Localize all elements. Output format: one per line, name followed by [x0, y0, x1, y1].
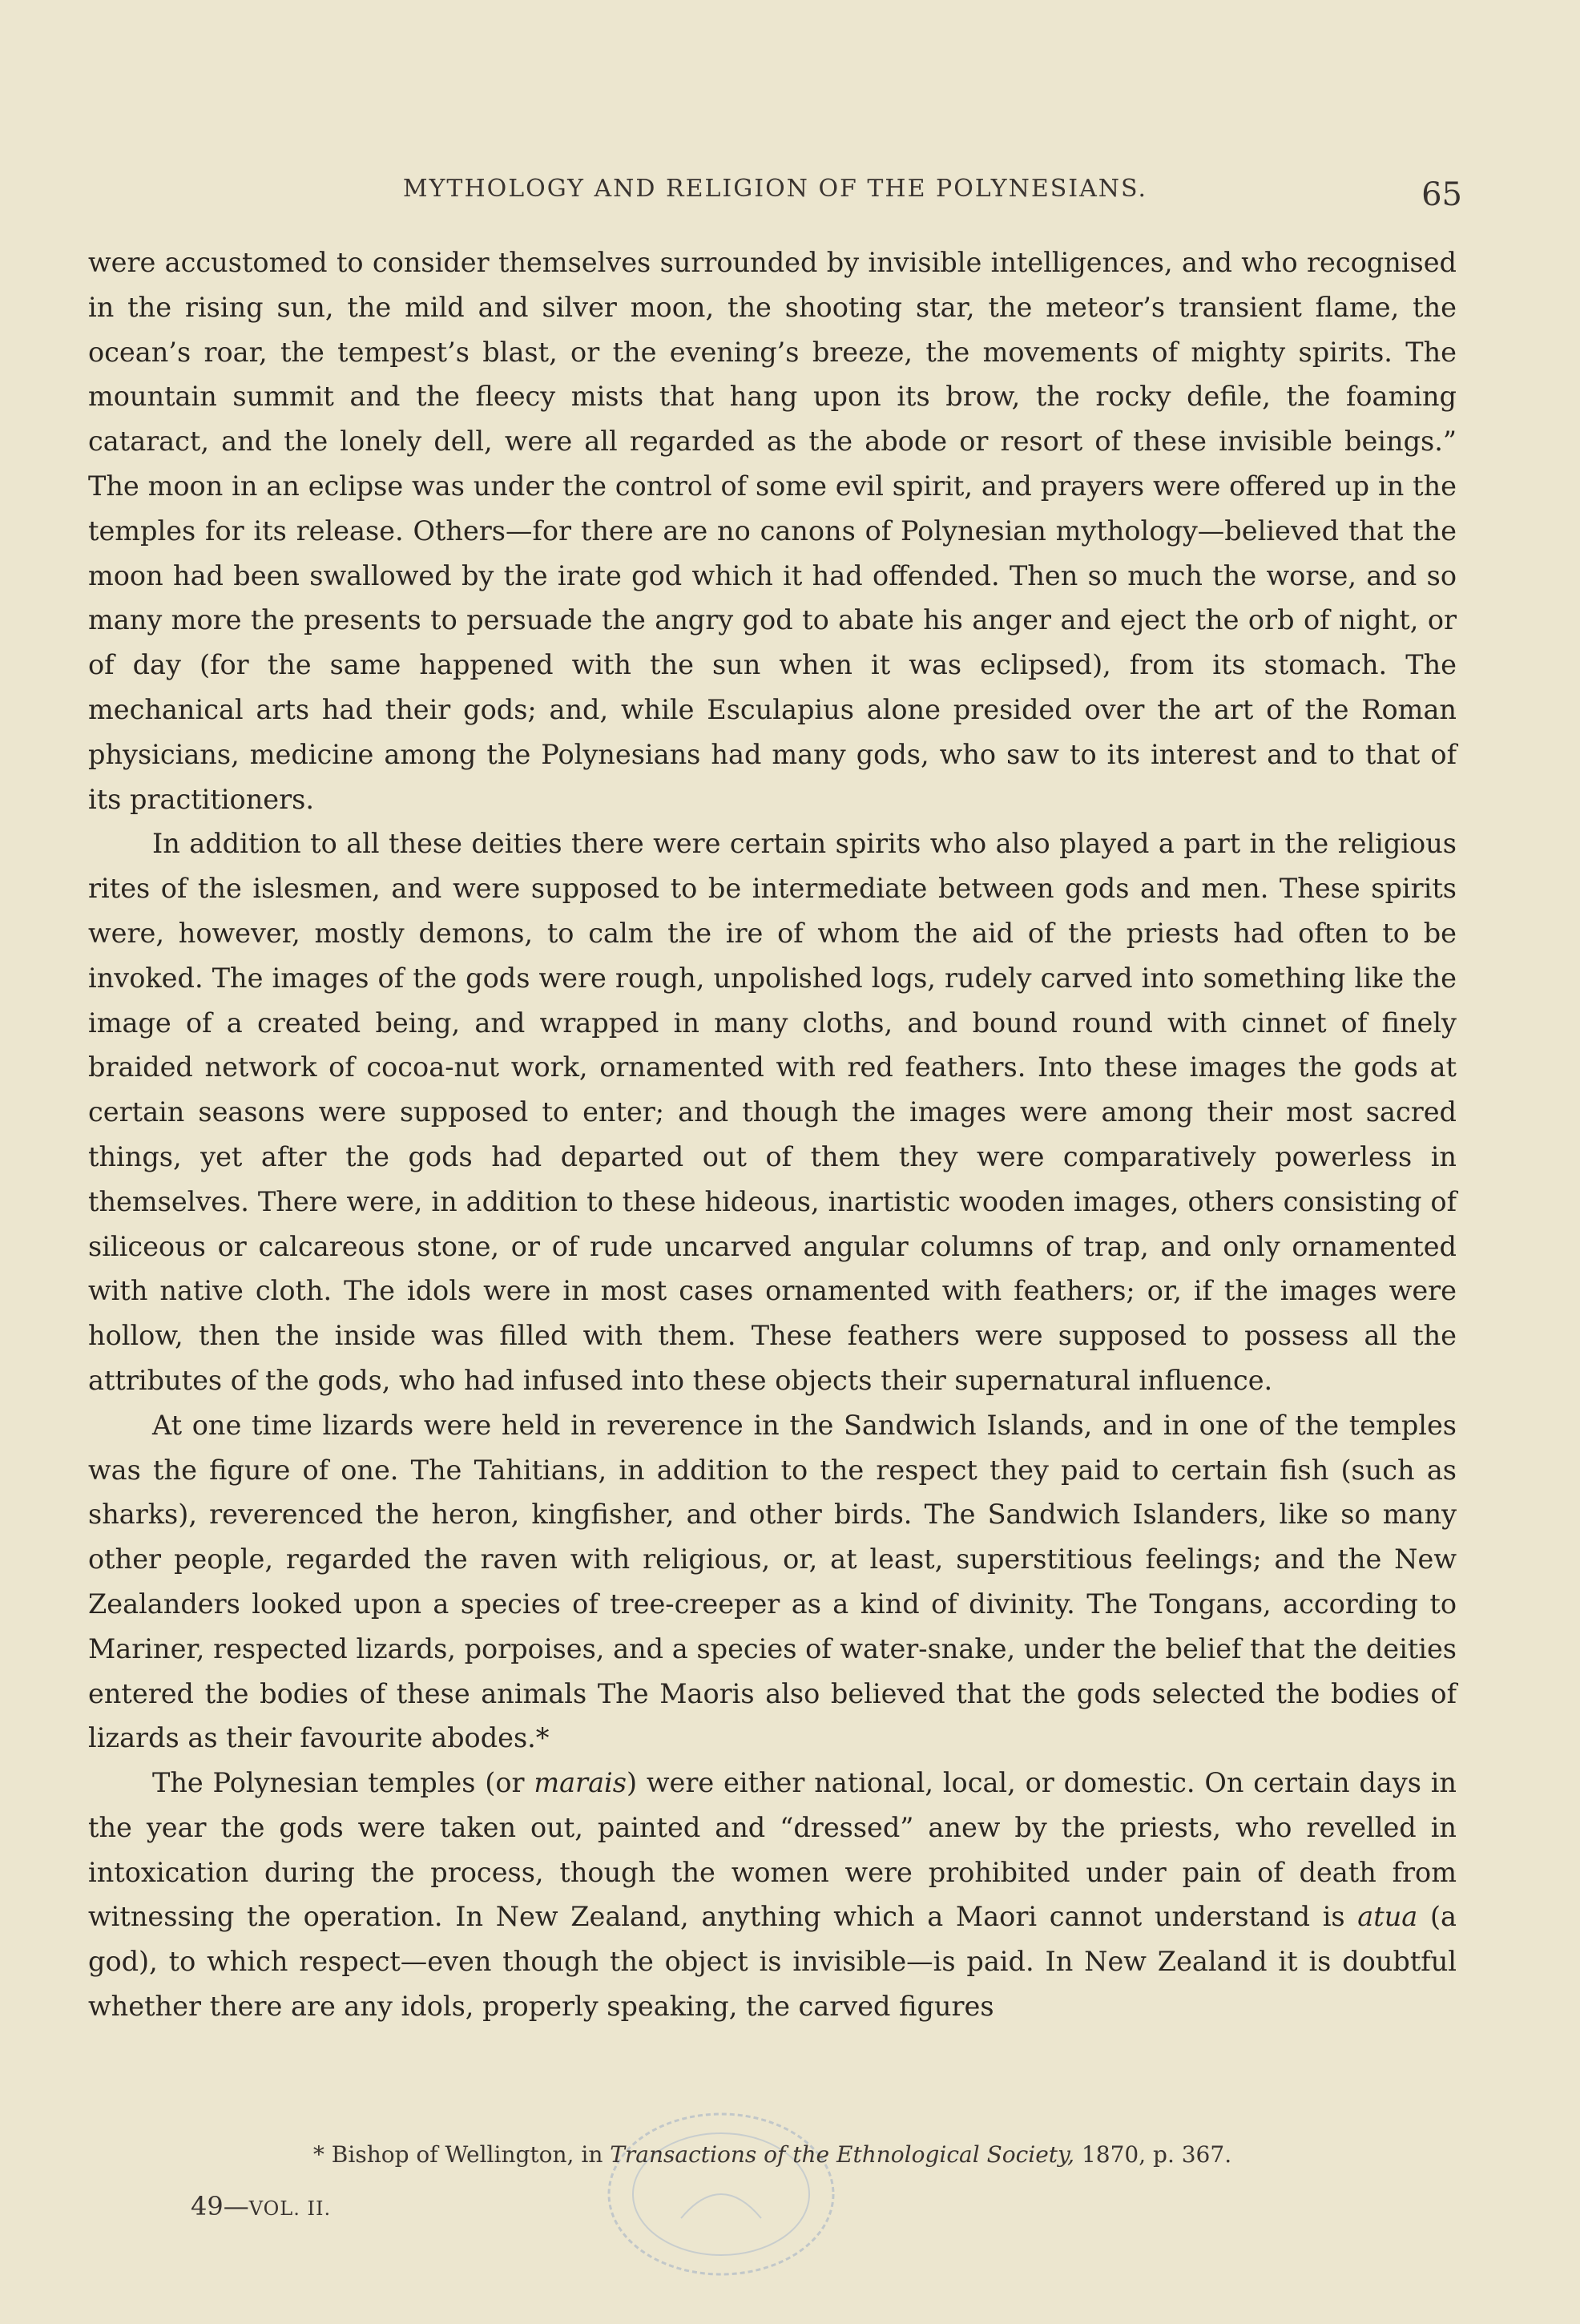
paragraph-text: (a god), to which respect—even though the object is invisible—is paid. In New Zealand it is doubtful whether there are any idols, properly speaking, the carved figures: [88, 1901, 1457, 2023]
paragraph: [88, 1761, 1457, 2029]
page-header: [88, 175, 1462, 223]
footnote: [88, 2141, 1457, 2168]
paragraph-text: The Polynesian temples (or: [152, 1767, 534, 1799]
paragraph: were accustomed to consider themselves surrounded by invisible intelligences, and who recognised in the rising sun, the mild and silver moon, the shooting star, the meteor’s transient flame, the ocean’s roar, the tempest’s blast, or the evening’s breeze, the movements of mighty spirits. The mountain summit and the fleecy mists that hang upon its brow, the rocky defile, the foaming cataract, and the lonely dell, were all regarded as the abode or resort of these invisible beings.” The moon in an eclipse was under the control of some evil spirit, and prayers were offered up in the temples for its release. Others—for there are no canons of Polynesian mythology—believed that the moon had been swallowed by the irate god which it had offended. Then so much the worse, and so many more the presents to persuade the angry god to abate his anger and eject the orb of night, or of day (for the same happened with the sun when it was eclipsed), from its stomach. The mechanical arts had their gods; and, while Esculapius alone presided over the art of the Roman physicians, medicine among the Polynesians had many gods, who saw to its interest and to that of its practitioners.: [88, 247, 1457, 815]
paragraph: In addition to all these deities there were certain spirits who also played a part in the religious rites of the islesmen, and were supposed to be intermediate between gods and men. These spirits were, however, mostly demons, to calm the ire of whom the aid of the priests had often to be invoked. The images of the gods were rough, unpolished logs, rudely carved into something like the image of a created being, and wrapped in many cloths, and bound round with cinnet of finely braided network of cocoa-nut work, ornamented with red feathers. Into these images the gods at certain seasons were supposed to enter; and though the images were among their most sacred things, yet after the gods had departed out of them they were comparatively powerless in themselves. There were, in addition to these hideous, inartistic wooden images, others consisting of siliceous or calcareous stone, or of rude uncarved angular columns of trap, and only ornamented with native cloth. The idols were in most cases ornamented with feathers; or, if the images were hollow, then the inside was filled with them. These feathers were supposed to possess all the attributes of the gods, who had infused into these objects their supernatural influence.: [88, 828, 1457, 1396]
italic-term: atua: [1357, 1901, 1418, 1933]
signature-number: 49: [191, 2191, 224, 2221]
signature-dash: —: [223, 2191, 249, 2221]
signature-mark: [191, 2191, 331, 2221]
running-head: MYTHOLOGY AND RELIGION OF THE POLYNESIANS.: [402, 175, 1148, 203]
footnote-text: 1870, p. 367.: [1074, 2141, 1232, 2168]
italic-term: marais: [534, 1767, 627, 1799]
library-stamp: [593, 2098, 849, 2290]
paragraph: At one time lizards were held in reverence in the Sandwich Islands, and in one of the temples was the figure of one. The Tahitians, in addition to the respect they paid to certain fish (such as sharks), reverenced the heron, kingfisher, and other birds. The Sandwich Islanders, like so many other people, regarded the raven with religious, or, at least, superstitious feelings; and the New Zealanders looked upon a species of tree-creeper as a kind of divinity. The Tongans, according to Mariner, respected lizards, porpoises, and a species of water-snake, under the belief that the deities entered the bodies of these animals The Maoris also believed that the gods selected the bodies of lizards as their favourite abodes.*: [88, 1409, 1457, 1754]
footnote-source: Transactions of the Ethnological Society,: [610, 2141, 1075, 2168]
paragraph-text: ) were either national, local, or domestic. On certain days in the year the gods were taken out, painted and “dressed” anew by the priests, who revelled in intoxication during the process, though the women were prohibited under pain of death from witnessing the operation. In New Zealand, anything which a Maori cannot understand is: [88, 1767, 1457, 1933]
signature-volume: VOL. II.: [248, 2197, 332, 2220]
footnote-text: * Bishop of Wellington, in: [312, 2141, 611, 2168]
body-text: [88, 240, 1457, 2029]
page-number: 65: [1421, 176, 1462, 213]
